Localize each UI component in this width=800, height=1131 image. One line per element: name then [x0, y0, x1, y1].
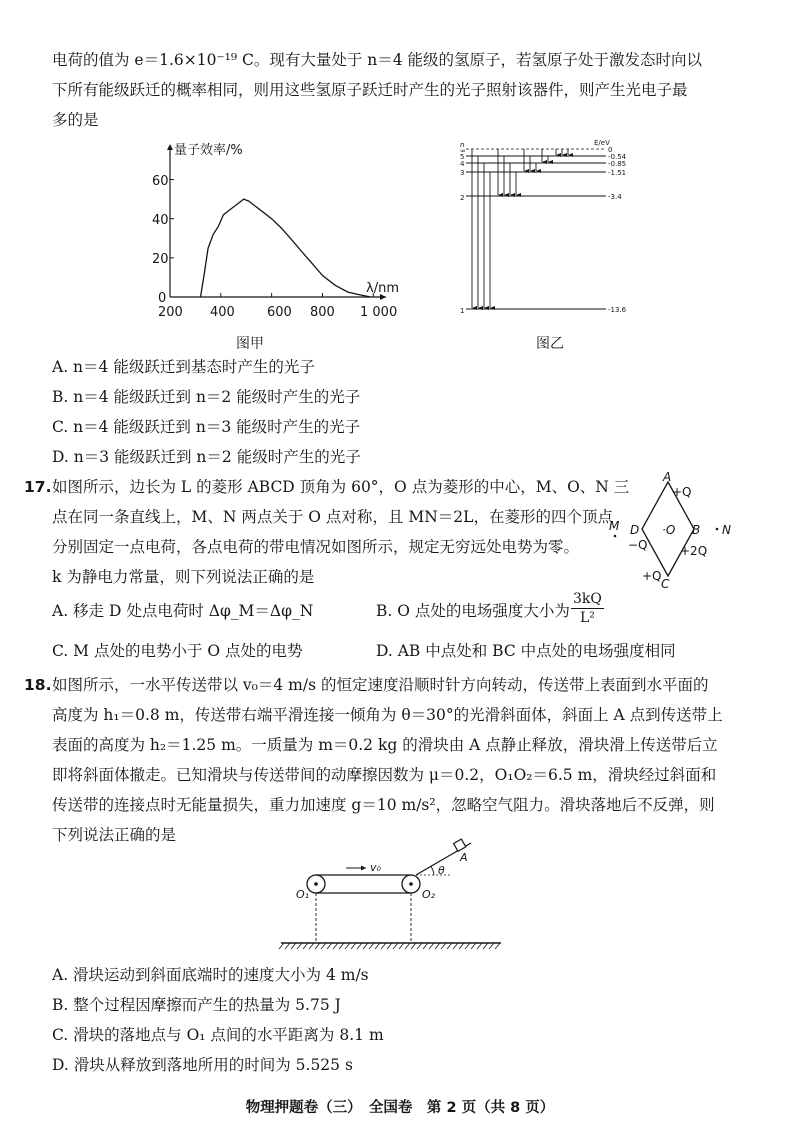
- q18-line-3: 表面的高度为 h₂＝1.25 m。一质量为 m＝0.2 kg 的滑块由 A 点静止释放，滑块滑上传送带后立: [52, 736, 718, 754]
- x-tick-1000: 1 000: [360, 305, 398, 320]
- ground-hatch: [285, 943, 290, 949]
- intro-line-1: 电荷的值为 e＝1.6×10⁻¹⁹ C。现有大量处于 n＝4 能级的氢原子，若氢原子处于激发态时向以: [52, 51, 703, 69]
- x-tick-400: 400: [210, 305, 235, 320]
- ground-hatch: [489, 943, 494, 949]
- ground-hatch: [279, 943, 284, 949]
- ground-hatch: [417, 943, 422, 949]
- x-tick-800: 800: [310, 305, 335, 320]
- ground-hatch: [345, 943, 350, 949]
- q17-option-d: D. AB 中点处和 BC 中点处的电场强度相同: [376, 642, 676, 660]
- q18-line-2: 高度为 h₁＝0.8 m，传送带右端平滑连接一倾角为 θ＝30°的光滑斜面体，斜面上 A 点到传送带上: [52, 706, 723, 724]
- point-m: M: [609, 519, 620, 533]
- level-2-energy: -3.4: [608, 193, 622, 201]
- q18-option-c: C. 滑块的落地点与 O₁ 点间的水平距离为 8.1 m: [52, 1026, 384, 1044]
- ground-hatch: [393, 943, 398, 949]
- q16-option-a: A. n＝4 能级跃迁到基态时产生的光子: [52, 358, 315, 376]
- point-n-dot: [716, 528, 719, 531]
- ground-hatch: [369, 943, 374, 949]
- q17-rhombus-diagram: [606, 472, 746, 592]
- charge-b: +2Q: [680, 544, 708, 558]
- vertex-b: B: [692, 523, 701, 537]
- figure-a-xlabel: λ/nm: [366, 281, 399, 296]
- ground-hatch: [357, 943, 362, 949]
- figure-a-caption: 图甲: [236, 336, 264, 352]
- ground-hatch: [405, 943, 410, 949]
- n-symbol: n: [460, 141, 465, 149]
- q17-line-4: k 为静电力常量，则下列说法正确的是: [52, 568, 315, 586]
- intro-line-3: 多的是: [52, 111, 99, 129]
- figure-a-ylabel: 量子效率/%: [174, 143, 243, 158]
- label-o1: O₁: [296, 888, 310, 901]
- q16-option-b: B. n＝4 能级跃迁到 n＝2 能级时产生的光子: [52, 388, 361, 406]
- ground-hatch: [453, 943, 458, 949]
- figure-b-energy-levels: [452, 138, 627, 318]
- ground-hatch: [339, 943, 344, 949]
- level-1-energy: -13.6: [608, 306, 627, 314]
- level-inf-n: ∞: [460, 147, 466, 155]
- fraction-denominator: L²: [579, 610, 595, 626]
- q18-line-5: 传送带的连接点时无能量损失，重力加速度 g＝10 m/s²，忽略空气阻力。滑块落地后不反弹，则: [52, 796, 715, 814]
- level-5-n: 5: [460, 153, 465, 161]
- figure-a-chart: [148, 140, 408, 345]
- ground-hatch: [321, 943, 326, 949]
- ground-hatch: [483, 943, 488, 949]
- ground-hatch: [471, 943, 476, 949]
- q16-option-d: D. n＝3 能级跃迁到 n＝2 能级时产生的光子: [52, 448, 361, 466]
- ground-hatch: [465, 943, 470, 949]
- level-1-n: 1: [460, 307, 465, 315]
- q17-line-2: 点在同一条直线上，M、N 两点关于 O 点对称，且 MN＝2L，在菱形的四个顶点: [52, 508, 613, 526]
- label-o2: O₂: [422, 888, 436, 901]
- y-tick-40: 40: [152, 213, 169, 228]
- point-a-label: A: [460, 851, 468, 864]
- level-5-energy: -0.54: [608, 153, 627, 161]
- q18-line-6: 下列说法正确的是: [52, 826, 177, 844]
- ground-hatch: [387, 943, 392, 949]
- charge-d: −Q: [628, 538, 648, 552]
- vertex-d: D: [630, 523, 640, 537]
- ground-hatch: [477, 943, 482, 949]
- q18-conveyor-diagram: [276, 835, 516, 960]
- q18-option-a: A. 滑块运动到斜面底端时的速度大小为 4 m/s: [52, 966, 369, 984]
- fraction-numerator: 3kQ: [573, 591, 602, 607]
- vertex-a: A: [663, 470, 672, 484]
- q17-option-c: C. M 点处的电势小于 O 点处的电势: [52, 642, 303, 660]
- ground-hatch: [309, 943, 314, 949]
- level-4-energy: -0.85: [608, 160, 627, 168]
- q18-number: 18.: [24, 676, 52, 694]
- point-n: N: [722, 523, 731, 537]
- point-m-dot: [614, 535, 617, 538]
- ground-hatch: [411, 943, 416, 949]
- q17-number: 17.: [24, 478, 52, 496]
- q17-option-a: A. 移走 D 处点电荷时 Δφ_M＝Δφ_N: [52, 602, 314, 620]
- x-tick-600: 600: [267, 305, 292, 320]
- ground-hatch: [447, 943, 452, 949]
- ground-hatch: [399, 943, 404, 949]
- page-footer: 物理押题卷（三） 全国卷 第 2 页（共 8 页）: [245, 1100, 555, 1116]
- q17-option-b-prefix: B. O 点处的电场强度大小为: [376, 602, 570, 620]
- ground-hatch: [375, 943, 380, 949]
- intro-line-2: 下所有能级跃迁的概率相同，则用这些氢原子跃迁时产生的光子照射该器件，则产生光电子最: [52, 81, 688, 99]
- ground-hatch: [459, 943, 464, 949]
- y-tick-20: 20: [152, 252, 169, 267]
- q18-option-d: D. 滑块从释放到落地所用的时间为 5.525 s: [52, 1056, 353, 1074]
- level-3-n: 3: [460, 169, 465, 177]
- ground-hatch: [363, 943, 368, 949]
- energy-unit-label: E/eV: [594, 139, 610, 147]
- ground-hatch: [333, 943, 338, 949]
- ground-hatch: [327, 943, 332, 949]
- q17-line-1: 如图所示，边长为 L 的菱形 ABCD 顶角为 60°，O 点为菱形的中心，M、O、N 三: [52, 478, 630, 496]
- ground-hatch: [441, 943, 446, 949]
- center-o: ·O: [662, 523, 676, 537]
- q18-option-b: B. 整个过程因摩擦而产生的热量为 5.75 J: [52, 996, 341, 1014]
- angle-theta: θ: [438, 864, 445, 877]
- x-tick-200: 200: [158, 305, 183, 320]
- ground-hatch: [495, 943, 500, 949]
- figure-b-caption: 图乙: [536, 336, 564, 352]
- q18-line-4: 即将斜面体撤走。已知滑块与传送带间的动摩擦因数为 μ＝0.2，O₁O₂＝6.5 m，滑块经过斜面和: [52, 766, 717, 784]
- ground-hatch: [291, 943, 296, 949]
- q17-line-3: 分别固定一点电荷，各点电荷的带电情况如图所示，规定无穷远处电势为零。: [52, 538, 580, 556]
- vertex-c: C: [661, 577, 670, 591]
- slider-block: [454, 839, 466, 851]
- efficiency-curve: [201, 199, 371, 297]
- level-4-n: 4: [460, 160, 465, 168]
- ground-hatch: [423, 943, 428, 949]
- ground-hatch: [435, 943, 440, 949]
- charge-a: +Q: [672, 485, 692, 499]
- level-2-n: 2: [460, 194, 465, 202]
- ground-hatch: [297, 943, 302, 949]
- ground-hatch: [303, 943, 308, 949]
- level-3-energy: -1.51: [608, 169, 627, 177]
- level-inf-energy: 0: [608, 146, 613, 154]
- ground-hatch: [351, 943, 356, 949]
- q17-option-b-fraction: [571, 590, 604, 627]
- ground-hatch: [381, 943, 386, 949]
- velocity-v0: v₀: [370, 861, 381, 874]
- q16-option-c: C. n＝4 能级跃迁到 n＝3 能级时产生的光子: [52, 418, 361, 436]
- y-tick-0: 0: [158, 291, 167, 306]
- charge-c: +Q: [642, 569, 662, 583]
- y-tick-60: 60: [152, 174, 169, 189]
- q18-line-1: 如图所示，一水平传送带以 v₀＝4 m/s 的恒定速度沿顺时针方向转动，传送带上表面到水平面的: [52, 676, 709, 694]
- ground-hatch: [315, 943, 320, 949]
- ground-hatch: [429, 943, 434, 949]
